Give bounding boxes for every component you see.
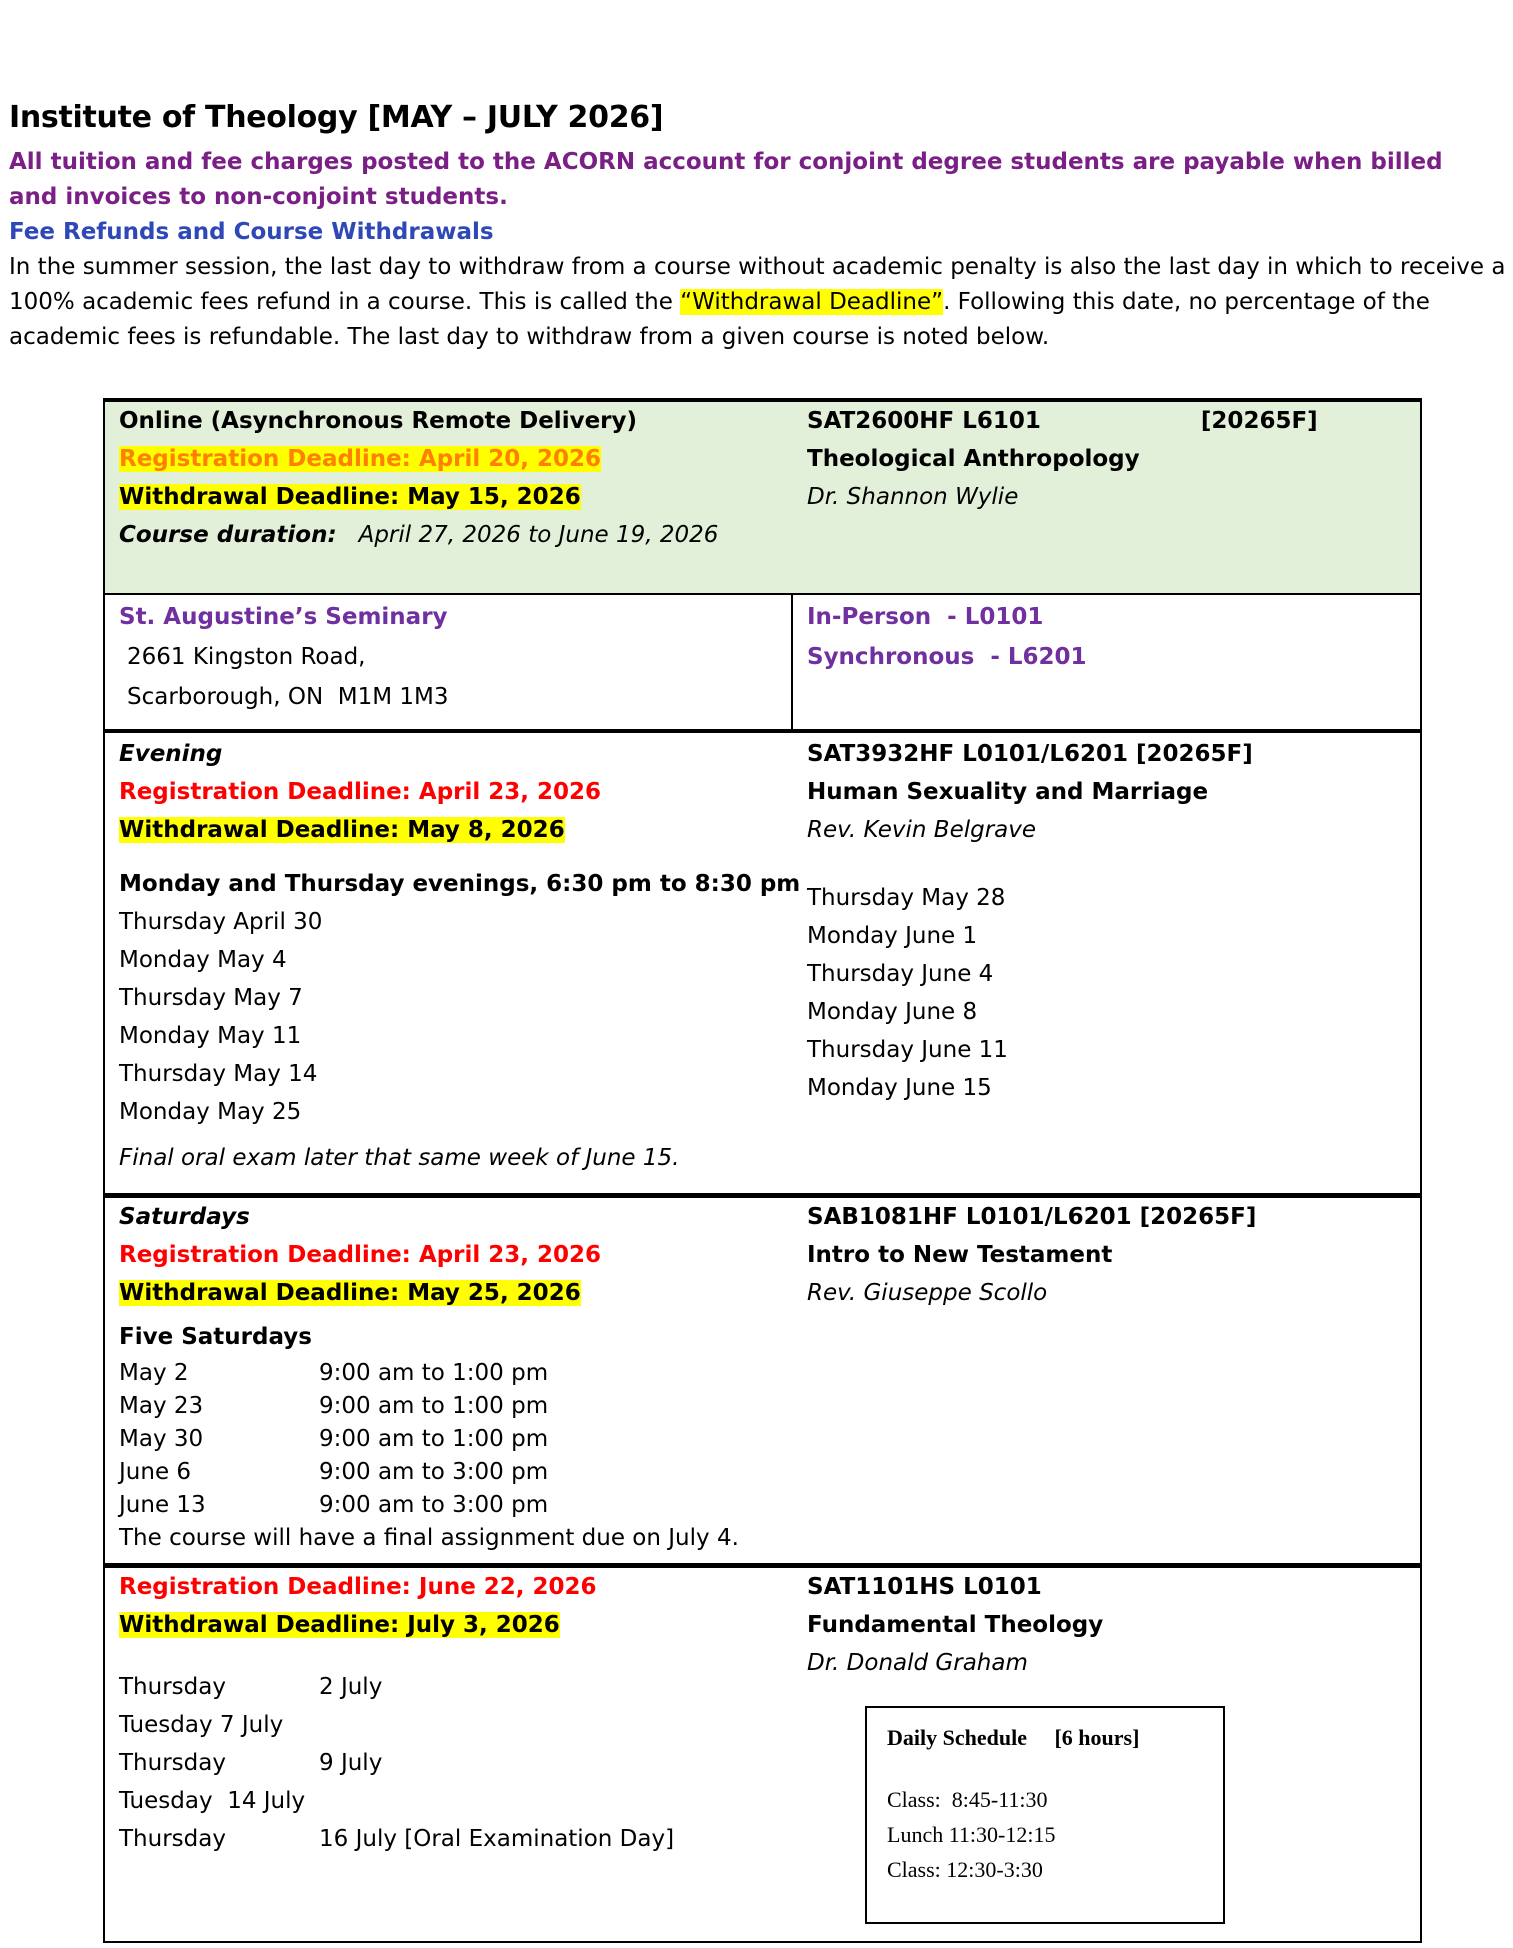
online-course-row xyxy=(105,398,1420,595)
course-code: SAT3932HF L0101/L6201 [20265F] xyxy=(807,741,1253,767)
session-time: 9:00 am to 1:00 pm xyxy=(319,1425,549,1452)
course-title: Fundamental Theology xyxy=(807,1612,1104,1638)
refund-paragraph xyxy=(9,250,1509,355)
withdrawal-deadline: Withdrawal Deadline: May 15, 2026 xyxy=(119,484,581,510)
column-divider xyxy=(791,595,793,733)
evening-course-row xyxy=(105,733,1420,1198)
course-instructor: Rev. Kevin Belgrave xyxy=(807,817,1037,843)
course-instructor: Dr. Shannon Wylie xyxy=(807,484,1019,510)
in-person-mode: In-Person - L0101 xyxy=(807,604,1044,630)
course-title: Intro to New Testament xyxy=(807,1242,1113,1268)
section-label: Evening xyxy=(119,741,223,767)
location-row xyxy=(105,595,1420,733)
session-date: May 2 xyxy=(119,1359,189,1386)
session-date: June 6 xyxy=(119,1458,192,1485)
session-date: Thursday May 28 xyxy=(807,885,1006,911)
saturday-right-cell xyxy=(807,1198,1256,1312)
session-day: Thursday xyxy=(119,1826,226,1852)
session-date: Monday May 25 xyxy=(119,1099,302,1125)
withdrawal-deadline: Withdrawal Deadline: May 8, 2026 xyxy=(119,817,565,843)
schedule-heading: Five Saturdays xyxy=(119,1324,312,1350)
course-code: SAB1081HF L0101/L6201 [20265F] xyxy=(807,1204,1257,1230)
session-date: Monday June 8 xyxy=(807,999,978,1025)
session-day: Thursday xyxy=(119,1674,226,1700)
course-code: SAT2600HF L6101 xyxy=(807,408,1041,434)
schedule-row xyxy=(119,1744,674,1782)
course-title: Theological Anthropology xyxy=(807,446,1140,472)
session-date xyxy=(319,1706,674,1744)
daily-class-morning: Class: 8:45-11:30 xyxy=(887,1787,1048,1812)
schedule-row xyxy=(119,1668,674,1706)
saturday-schedule xyxy=(119,1356,548,1521)
session-date: Monday June 15 xyxy=(807,1075,992,1101)
schedule-row xyxy=(119,1820,674,1858)
daily-schedule-box xyxy=(865,1706,1225,1924)
session-date: Thursday June 4 xyxy=(807,961,994,987)
schedule-row xyxy=(119,1422,548,1455)
session-time: 9:00 am to 3:00 pm xyxy=(319,1458,549,1485)
saturday-course-row xyxy=(105,1198,1420,1568)
session-date: Monday May 4 xyxy=(119,947,287,973)
schedule-row xyxy=(119,1389,548,1422)
refund-text-start: In the summer session, the last day to withdraw from a course without academic penalty is also the last day in which to receive a 100% academic fees refund in a course. This is called the xyxy=(9,254,1506,315)
location-left-cell xyxy=(119,597,449,717)
schedule-row xyxy=(119,1706,674,1744)
intensive-left-cell xyxy=(119,1568,674,1858)
daily-lunch: Lunch 11:30-12:15 xyxy=(887,1822,1056,1847)
course-duration-value: April 27, 2026 to June 19, 2026 xyxy=(336,522,719,548)
delivery-mode: Online (Asynchronous Remote Delivery) xyxy=(119,408,638,434)
intensive-course-row xyxy=(105,1568,1420,1941)
schedule-heading: Monday and Thursday evenings, 6:30 pm to 8:30 pm xyxy=(119,871,801,897)
registration-deadline: Registration Deadline: April 23, 2026 xyxy=(119,779,602,805)
schedule-row xyxy=(119,1488,548,1521)
withdrawal-deadline: Withdrawal Deadline: July 3, 2026 xyxy=(119,1612,560,1638)
schedule-row xyxy=(119,1455,548,1488)
schedule-row xyxy=(119,1356,548,1389)
online-right-cell xyxy=(807,402,1318,516)
session-date: Monday June 1 xyxy=(807,923,978,949)
refund-text-end: . Following this date, no percentage of the academic fees is refundable. The last day to withdraw from a given course is noted below. xyxy=(9,289,1430,350)
assignment-note: The course will have a final assignment due on July 4. xyxy=(119,1525,739,1551)
session-date: Thursday June 11 xyxy=(807,1037,1008,1063)
withdrawal-deadline-term: “Withdrawal Deadline” xyxy=(680,289,944,315)
course-code: SAT1101HS L0101 xyxy=(807,1574,1042,1600)
withdrawal-deadline: Withdrawal Deadline: May 25, 2026 xyxy=(119,1280,581,1306)
session-time: 9:00 am to 1:00 pm xyxy=(319,1359,549,1386)
registration-deadline: Registration Deadline: April 20, 2026 xyxy=(119,446,602,472)
session-date: 2 July xyxy=(319,1674,383,1700)
session-day: Tuesday 7 July xyxy=(119,1712,284,1738)
session-date: Thursday May 7 xyxy=(119,985,303,1011)
registration-deadline: Registration Deadline: June 22, 2026 xyxy=(119,1574,597,1600)
page-header xyxy=(9,100,1509,355)
course-table xyxy=(103,398,1422,1943)
session-date xyxy=(319,1782,674,1820)
intensive-right-cell xyxy=(807,1568,1103,1682)
evening-right-cell xyxy=(807,735,1253,1107)
daily-class-afternoon: Class: 12:30-3:30 xyxy=(887,1857,1043,1882)
course-code-line xyxy=(807,402,1318,440)
session-date: Thursday April 30 xyxy=(119,909,323,935)
evening-left-cell xyxy=(119,735,800,1177)
session-date: May 30 xyxy=(119,1425,204,1452)
session-date: June 13 xyxy=(119,1491,206,1518)
course-duration-label: Course duration: xyxy=(119,522,337,548)
page-title: Institute of Theology [MAY – JULY 2026] xyxy=(9,100,664,135)
session-day: Thursday xyxy=(119,1750,226,1776)
refund-subheading: Fee Refunds and Course Withdrawals xyxy=(9,219,494,245)
course-title: Human Sexuality and Marriage xyxy=(807,779,1209,805)
session-time: 9:00 am to 3:00 pm xyxy=(319,1491,549,1518)
synchronous-mode: Synchronous - L6201 xyxy=(807,644,1087,670)
location-right-cell xyxy=(807,597,1087,677)
course-term: [20265F] xyxy=(1200,408,1318,434)
exam-note: Final oral exam later that same week of June 15. xyxy=(119,1145,680,1171)
intensive-schedule xyxy=(119,1668,674,1858)
session-day: Tuesday 14 July xyxy=(119,1788,306,1814)
session-date: Thursday May 14 xyxy=(119,1061,318,1087)
payment-notice: All tuition and fee charges posted to the ACORN account for conjoint degree students are payable when billed and invoices to non-conjoint students. xyxy=(9,149,1443,210)
session-time: 9:00 am to 1:00 pm xyxy=(319,1392,549,1419)
course-instructor: Rev. Giuseppe Scollo xyxy=(807,1280,1048,1306)
seminary-name: St. Augustine’s Seminary xyxy=(119,604,448,630)
session-date: 16 July [Oral Examination Day] xyxy=(319,1826,675,1852)
address-line-2: Scarborough, ON M1M 1M3 xyxy=(127,684,449,710)
address-line-1: 2661 Kingston Road, xyxy=(127,644,366,670)
schedule-row xyxy=(119,1782,674,1820)
saturday-left-cell xyxy=(119,1198,739,1555)
course-instructor: Dr. Donald Graham xyxy=(807,1650,1028,1676)
daily-schedule-title: Daily Schedule [6 hours] xyxy=(887,1725,1140,1750)
session-date: 9 July xyxy=(319,1750,383,1776)
online-left-cell xyxy=(119,402,718,554)
registration-deadline: Registration Deadline: April 23, 2026 xyxy=(119,1242,602,1268)
session-date: Monday May 11 xyxy=(119,1023,302,1049)
course-duration xyxy=(119,516,718,554)
session-date: May 23 xyxy=(119,1392,204,1419)
section-label: Saturdays xyxy=(119,1204,250,1230)
